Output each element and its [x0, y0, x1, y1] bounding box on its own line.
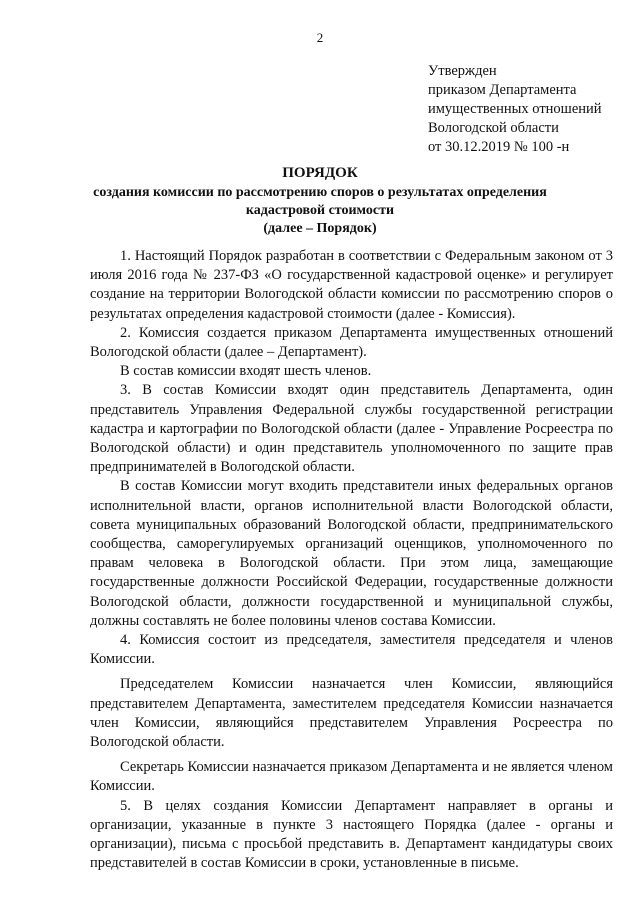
- approval-line: от 30.12.2019 № 100 -н: [428, 139, 570, 155]
- paragraph: В состав Комиссии могут входить представители иных федеральных органов исполнительной власти, органов исполнительной власти Вологодской области, совета муниципальных образований Вологодской области, предпринимательского сообщества, саморегулируемых организаций оценщиков, уполномоченного по правам человека в Вологодской области. При этом лица, замещающие государственные должности Российской Федерации, государственные должности Вологодской области, должности государственной и муниципальной службы, должны составлять не более половины членов состава Комиссии.: [90, 478, 613, 629]
- title-line: (далее – Порядок): [263, 221, 377, 236]
- approval-stamp: [428, 62, 602, 157]
- approval-line: имущественных отношений: [428, 101, 602, 117]
- page-number: 2: [316, 30, 324, 45]
- document-title: [0, 162, 640, 238]
- paragraph: 5. В целях создания Комиссии Департамент направляет в органы и организации, указанные в пункте 3 настоящего Порядка (далее - органы и организации), письма с просьбой представить в. Департамент кандидатуры своих представителей в состав Комиссии в сроки, установленные в письме.: [90, 797, 613, 872]
- approval-line: Утвержден: [428, 63, 497, 79]
- title-heading: ПОРЯДОК: [282, 165, 358, 181]
- paragraph: 1. Настоящий Порядок разработан в соответствии с Федеральным законом от 3 июля 2016 года № 237-ФЗ «О государственной кадастровой оценке» и регулирует создание на территории Вологодской области комиссии по рассмотрению споров о результатах определения кадастровой стоимости (далее - Комиссия).: [90, 248, 613, 322]
- paragraph: Секретарь Комиссии назначается приказом Департамента и не является членом Комиссии.: [90, 759, 613, 795]
- title-line: создания комиссии по рассмотрению споров о результатах определения: [93, 185, 547, 200]
- title-line: кадастровой стоимости: [245, 203, 395, 218]
- paragraph: 2. Комиссия создается приказом Департамента имущественных отношений Вологодской области (далее – Департамент).: [90, 324, 613, 361]
- paragraph: Председателем Комиссии назначается член Комиссии, являющийся представителем Департамента, заместителем председателя Комиссии назначается член Комиссии, являющийся представителем Управления Росреестра по Вологодской области.: [90, 676, 613, 751]
- approval-line: Вологодской области: [428, 120, 559, 136]
- document-body: [90, 247, 613, 874]
- paragraph: В состав комиссии входят шесть членов.: [120, 363, 372, 380]
- paragraph: 4. Комиссия состоит из председателя, заместителя председателя и членов Комиссии.: [90, 632, 613, 668]
- approval-line: приказом Департамента: [428, 82, 577, 98]
- paragraph: 3. В состав Комиссии входят один представитель Департамента, один представитель Управления Федеральной службы государственной регистрации кадастра и картографии по Вологодской области (далее - Управление Росреестра по Вологодской области) и один представитель уполномоченного по защите прав предпринимателей в Вологодской области.: [90, 382, 613, 476]
